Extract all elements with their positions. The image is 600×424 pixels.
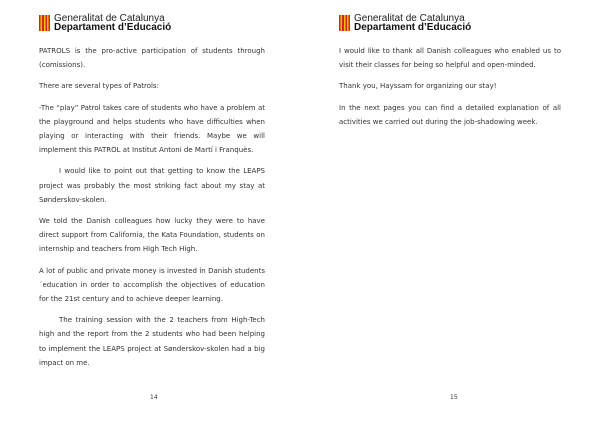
paragraph: A lot of public and private money is invested in Danish students´education in order to accomplish the objectives of education for the 21st century and to achieve deeper learning. <box>39 266 265 304</box>
generalitat-logo <box>339 14 471 32</box>
paragraph: -The “play” Patrol takes care of students who have a problem at the playground and helps students who have difficulties when playing or interacting with their friends. Maybe we will implement this PATROL at Institut Antoni de Martí i Franquès. <box>39 103 265 155</box>
paragraph: I would like to point out that getting to know the LEAPS project was probably the most striking fact about my stay at Sønderskov-skolen. <box>39 167 265 204</box>
paragraph: PATROLS is the pro-active participation of students through (comissions). <box>39 47 265 70</box>
page-number: 14 <box>150 394 158 401</box>
logo-line2: Departament d’Educació <box>54 22 172 33</box>
paragraph: The training session with the 2 teachers from High-Tech high and the report from the 2 students who had been helping to implement the LEAPS project at Sønderskov-skolen had a big impact on me. <box>39 316 265 367</box>
right-page-body <box>339 44 561 136</box>
logo-line1: Generalitat de Catalunya <box>54 13 165 24</box>
right-page <box>300 0 600 424</box>
paragraph: I would like to thank all Danish colleagues who enabled us to visit their classes for being so helpful and open-minded. <box>339 47 561 70</box>
catalan-flag-icon <box>39 15 50 31</box>
page-number: 15 <box>450 394 458 401</box>
paragraph: In the next pages you can find a detailed explanation of all activities we carried out during the job-shadowing week. <box>339 103 561 126</box>
paragraph: We told the Danish colleagues how lucky they were to have direct support from California, the Kata Foundation, students on internship and teachers from High Tech High. <box>39 217 265 254</box>
logo-line2: Departament d’Educació <box>354 22 472 33</box>
paragraph: There are several types of Patrols: <box>39 82 159 91</box>
left-page-body <box>39 44 265 377</box>
logo-line1: Generalitat de Catalunya <box>354 13 465 24</box>
generalitat-logo <box>39 14 171 32</box>
catalan-flag-icon <box>339 15 350 31</box>
paragraph: Thank you, Hayssam for organizing our stay! <box>339 82 497 91</box>
